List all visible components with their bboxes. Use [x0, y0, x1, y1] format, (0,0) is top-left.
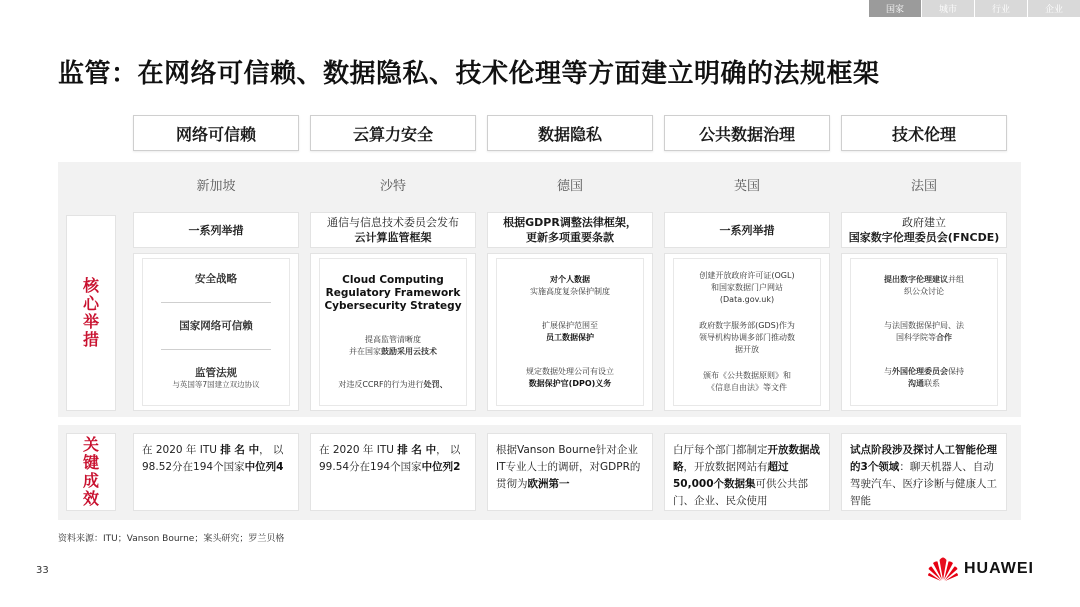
detail-text: 和国家数据门户网站: [711, 283, 783, 292]
detail-text: 据开放: [735, 345, 759, 354]
detail-text: 扩展保护范围至: [542, 321, 598, 330]
summary-box: [841, 212, 1007, 248]
summary-text: 一系列举措: [188, 223, 244, 237]
summary-box: [310, 212, 476, 248]
detail-block: [324, 377, 462, 393]
page-title: 监管：在网络可信赖、数据隐私、技术伦理等方面建立明确的法规框架: [58, 59, 880, 89]
tab-country[interactable]: 国家: [868, 0, 921, 17]
divider: [161, 349, 271, 350]
summary-text: 更新多项重要条款: [525, 231, 614, 244]
detail-box-singapore: [133, 253, 299, 411]
result-box-uk: [664, 433, 830, 511]
divider: [161, 302, 271, 303]
column-header-tech-ethics: 技术伦理: [841, 115, 1007, 151]
detail-text: 领导机构协调多部门推动数: [699, 333, 795, 342]
detail-block: [147, 365, 285, 393]
logo-wordmark: HUAWEI: [964, 560, 1034, 577]
detail-text: 保持: [948, 367, 964, 376]
detail-item: 安全战略: [195, 272, 237, 285]
result-text: ， 以 98.52分在194个国家: [142, 444, 284, 473]
detail-text: 并在国家: [349, 346, 381, 356]
summary-text-bold: 云计算监管框架: [354, 231, 432, 244]
detail-text: 政府数字服务部(GDS)作为: [699, 321, 795, 330]
result-text-bold: 开放数据战略: [673, 444, 820, 473]
row-label-char: 关: [82, 435, 99, 454]
row-label-char: 核: [82, 276, 99, 295]
row-label-char: 举: [82, 312, 99, 331]
detail-text: 颁布《公共数据原则》和: [703, 371, 791, 380]
detail-en-title: Cloud Computing Regulatory Framework Cybersecurity Strategy: [324, 273, 462, 312]
result-text-bold: 欧洲第一: [527, 478, 570, 490]
result-text: ， 以 99.54分在194个国家: [319, 444, 461, 473]
detail-box-saudi: [310, 253, 476, 411]
summary-box: [133, 212, 299, 248]
row-label-char: 效: [82, 489, 99, 508]
row-label-char: 键: [82, 453, 99, 472]
summary-text-bold: 国家数字伦理委员会(FNCDE): [848, 231, 1000, 244]
detail-item: 监管法规: [195, 367, 237, 380]
result-text-bold: 中位列2: [421, 461, 461, 473]
country-label: 德国: [556, 179, 583, 194]
result-text: 可供公共部门、企业、民众使用: [673, 478, 809, 507]
tab-city[interactable]: 城市: [921, 0, 974, 17]
detail-block: [855, 272, 993, 300]
detail-block: [678, 318, 816, 358]
summary-text: 根据GDPR调整法律框架，: [503, 216, 637, 229]
result-box-singapore: [133, 433, 299, 511]
detail-block: [855, 318, 993, 346]
row-label-char: 心: [82, 294, 99, 313]
country-label: 新加坡: [196, 179, 236, 194]
result-text: 根据Vanson Bourne针对企业IT专业人士的调研，对GDPR的贯彻为: [496, 444, 641, 490]
detail-text: 规定数据处理公司有设立: [526, 367, 614, 376]
result-text: 在 2020 年 ITU: [319, 444, 398, 456]
detail-block: [678, 268, 816, 308]
result-text: ：聊天机器人、自动驾驶汽车、医疗诊断与健康人工智能: [850, 461, 997, 507]
row-label-key-results: [66, 433, 116, 511]
result-text-bold: 排 名 中: [220, 444, 260, 456]
country-label: 沙特: [379, 179, 406, 194]
detail-block: [501, 272, 639, 300]
detail-box-uk: [664, 253, 830, 411]
detail-block: [501, 318, 639, 346]
detail-text-bold: 员工数据保护: [546, 333, 594, 342]
detail-text-bold: 数据保护官(DPO)义务: [528, 379, 612, 388]
detail-text: 织公众讨论: [904, 287, 944, 296]
column-header-cloud-security: 云算力安全: [310, 115, 476, 151]
result-text: 白厅每个部门都制定: [673, 444, 768, 456]
row-label-core-measures: [66, 215, 116, 411]
detail-text: 对违反CCRF的行为进行: [338, 379, 424, 389]
detail-text: 与法国数据保护局、法: [884, 321, 964, 330]
summary-text: 通信与信息技术委员会发布: [327, 216, 459, 229]
summary-box: [487, 212, 653, 248]
result-box-germany: [487, 433, 653, 511]
result-box-france: [841, 433, 1007, 511]
detail-text: 《信息自由法》等文件: [707, 383, 787, 392]
detail-text-bold: 外国伦理委员会: [892, 367, 948, 376]
huawei-logo: [927, 557, 1034, 581]
detail-text: 国科学院等: [896, 333, 936, 342]
country-label: 法国: [910, 179, 937, 194]
column-header-network-trust: 网络可信赖: [133, 115, 299, 151]
huawei-flower-icon: [927, 557, 959, 581]
summary-text: 一系列举措: [719, 223, 775, 237]
result-text: 在 2020 年 ITU: [142, 444, 221, 456]
detail-text: 提高监管清晰度: [365, 334, 421, 344]
summary-text: 政府建立: [902, 216, 946, 229]
result-text-bold: 试点阶段涉及探讨人工智能伦理的3个领域: [850, 444, 997, 473]
tab-industry[interactable]: 行业: [974, 0, 1027, 17]
detail-text: 并组: [948, 275, 964, 284]
detail-text-bold: 沟通: [908, 379, 924, 388]
row-label-char: 成: [82, 471, 99, 490]
result-text-bold: 中位列4: [244, 461, 284, 473]
detail-text-bold: 提出数字伦理建议: [884, 275, 948, 284]
tab-enterprise[interactable]: 企业: [1027, 0, 1080, 17]
detail-block: [501, 364, 639, 392]
detail-text-bold: 合作: [936, 333, 952, 342]
detail-box-germany: [487, 253, 653, 411]
detail-block: [324, 332, 462, 360]
summary-box: [664, 212, 830, 248]
detail-text: 实施高度复杂保护制度: [530, 287, 610, 296]
detail-box-france: [841, 253, 1007, 411]
detail-text-bold: 对个人数据: [550, 275, 590, 284]
detail-item: 国家网络可信赖: [179, 319, 253, 332]
detail-block: [855, 364, 993, 392]
detail-text: 与: [884, 367, 892, 376]
detail-text: 联系: [924, 379, 940, 388]
result-text: ，开放数据网站有: [683, 461, 768, 473]
detail-block: [678, 368, 816, 396]
detail-text: 创建开放政府许可证(OGL): [699, 271, 795, 280]
result-text-bold: 排 名 中: [397, 444, 437, 456]
detail-text-bold: 鼓励采用云技术: [381, 346, 437, 356]
column-header-data-privacy: 数据隐私: [487, 115, 653, 151]
detail-text-bold: 处罚、: [423, 379, 448, 389]
source-note: 资料来源：ITU；Vanson Bourne；案头研究；罗兰贝格: [58, 534, 285, 544]
page-number: 33: [36, 565, 49, 576]
result-box-saudi: [310, 433, 476, 511]
country-label: 英国: [733, 179, 760, 194]
top-nav: [868, 0, 1080, 17]
result-text-bold: 超过50,000个数据集: [673, 461, 789, 490]
detail-subtext: 与英国等7国建立双边协议: [172, 380, 260, 390]
column-header-public-data: 公共数据治理: [664, 115, 830, 151]
detail-text: (Data.gov.uk): [719, 295, 775, 304]
row-label-char: 措: [82, 330, 99, 349]
